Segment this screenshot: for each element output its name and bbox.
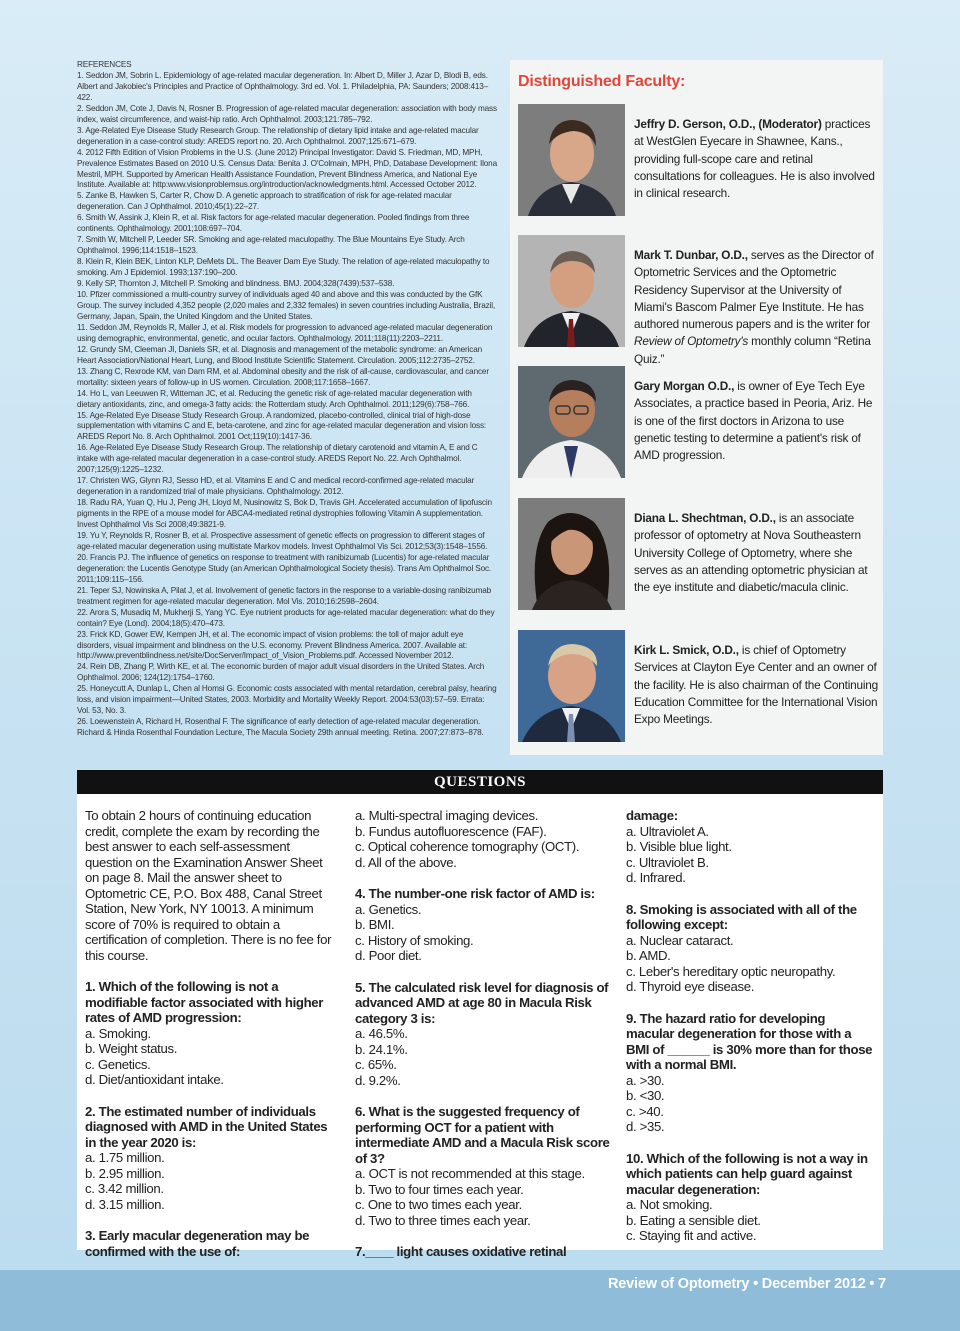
references-heading: REFERENCES [77, 60, 132, 69]
reference-item: 2. Seddon JM, Cote J, Davis N, Rosner B. Progression of age-related macular degeneration: association with body mass index, waist circumference, and waist-hip ratio. Arch Ophthalmol. 2003;121:785–792. [77, 103, 497, 124]
reference-item: 18. Radu RA, Yuan Q, Hu J, Peng JH, Lloyd M, Nusinowitz S, Bok D, Travis GH. Accelerated accumulation of lipofuscin pigments in the RPE of a mouse model for ABCA4-mediated retinal dystrophies following Vitamin A supplementation. Invest Ophthalmol Vis Sci 2008;49:3821-9. [77, 498, 492, 530]
answer-option: c. 3.42 million. [85, 1181, 164, 1196]
answer-option: a. Not smoking. [626, 1197, 713, 1212]
faculty-bio-dunbar [634, 247, 882, 368]
references-list [77, 71, 497, 739]
question-text: 10. Which of the following is not a way in which patients can help guard against macular degeneration: [626, 1150, 868, 1197]
reference-item: 11. Seddon JM, Reynolds R, Maller J, et al. Risk models for progression to advanced age-related macular degeneration using demographic, environmental, genetic, and ocular factors. Ophthalmology. 2011;118(11):2203–2211. [77, 322, 493, 343]
answer-option: c. Ultraviolet B. [626, 854, 709, 870]
faculty-text-morgan: is owner of Eye Tech Eye Associates, a practice based in Peoria, Ariz. He is one of the first doctors in Arizona to use genetic testing to determine a patient's risk of AMD progression. [634, 379, 873, 463]
reference-item: 9. Kelly SP, Thornton J, Mitchell P. Smoking and blindness. BMJ. 2004;328(7439):537–538. [77, 279, 395, 289]
reference-item: 7. Smith W, Mitchell P, Leeder SR. Smoking and age-related maculopathy. The Blue Mountains Eye Study. Arch Ophthalmol. 1996;114:1518–1523. [77, 235, 465, 256]
reference-item: 8. Klein R, Klein BEK, Linton KLP, DeMets DL. The Beaver Dam Eye Study. The relation of age-related maculopathy to smoking. Am J Epidemiol. 1993;137:190–200. [77, 257, 490, 278]
reference-item: 3. Age-Related Eye Disease Study Research Group. The relationship of dietary lipid intake and age-related macular degeneration in a case-control study: AREDS report no. 20. Arch Ophthalmol. 2007;125:671–679. [77, 125, 479, 146]
answer-option: a. Smoking. [85, 1025, 151, 1041]
faculty-photo-dunbar [518, 235, 625, 347]
question-text: 1. Which of the following is not a modifiable factor associated with higher rates of AMD progression: [85, 979, 324, 1025]
reference-item: 19. Yu Y, Reynolds R, Rosner B, et al. Prospective assessment of genetic effects on progression to different stages of age-related macular degeneration using multistate Markov models. Invest Ophthalmol Vis Sci. 2012;53(3):1548–1556. [77, 530, 488, 551]
answer-option: b. AMD. [626, 948, 671, 963]
faculty-name-morgan: Gary Morgan O.D., [634, 379, 735, 393]
faculty-photo-shechtman [518, 498, 625, 610]
questions-heading: QUESTIONS [77, 770, 883, 794]
faculty-name-gerson: Jeffry D. Gerson, O.D., (Moderator) [634, 117, 822, 131]
questions-column-1 [85, 808, 333, 1259]
answer-option: c. 65%. [355, 1057, 397, 1072]
answer-option: a. Ultraviolet A. [626, 823, 709, 839]
answer-option: d. 3.15 million. [85, 1196, 165, 1212]
answer-option: d. >35. [626, 1119, 665, 1134]
references-section [77, 60, 497, 739]
answer-option: c. >40. [626, 1103, 664, 1119]
reference-item: 17. Christen WG, Glynn RJ, Sesso HD, et al. Vitamins E and C and medical record-confirmed age-related macular degeneration in a randomized trial of male physicians. Ophthalmology. 2012. [77, 476, 475, 497]
answer-option: d. Infrared. [626, 870, 686, 885]
question-text: 5. The calculated risk level for diagnosis of advanced AMD at age 80 in Macula Risk category 3 is: [355, 979, 609, 1026]
faculty-title: Distinguished Faculty: [518, 73, 686, 90]
reference-item: 22. Arora S, Musadiq M, Mukherji S, Yang YC. Eye nutrient products for age-related macular degeneration: what do they contain? Eye (Lond). 2004;18(5):470–473. [77, 607, 495, 628]
answer-option: d. Two to three times each year. [355, 1212, 531, 1228]
reference-item: 14. Ho L, van Leeuwen R, Witteman JC, et al. Reducing the genetic risk of age-related macular degeneration with dietary antioxidants, zinc, and omega-3 fatty acids: the Rotterdam study. Arch Ophthalmol. 2011;129(6):758–766. [77, 388, 472, 409]
answer-option: d. 9.2%. [355, 1072, 401, 1088]
question-text: 6. What is the suggested frequency of performing OCT for a patient with intermediate AMD and a Macula Risk score of 3? [355, 1104, 610, 1166]
reference-item: 15. Age-Related Eye Disease Study Research Group. A randomized, placebo-controlled, clinical trial of high-dose supplementation with vitamins C and E, beta-carotene, and zinc for age-related macular degeneration and vision loss: AREDS Report No. 8. Arch Ophthalmol. 2001 Oct;119(10):1417-36. [77, 410, 487, 442]
answer-option: a. 1.75 million. [85, 1150, 165, 1165]
page-footer: Review of Optometry • December 2012 • 7 [608, 1276, 886, 1292]
answer-option: d. Thyroid eye disease. [626, 979, 755, 994]
faculty-text-shechtman: is an associate professor of optometry at Nova Southeastern University College of Optometry, where she serves as an attending optometric physician at the eye institute and diabetic/macula clinic. [634, 511, 868, 595]
faculty-bio-smick [634, 642, 882, 728]
reference-item: 23. Frick KD, Gower EW, Kempen JH, et al. The economic impact of vision problems: the toll of major adult eye disorders, visual impairment and blindness on the U.S. economy. Prevent Blindness America. 2007. Available at: http://www.preventblindness.net/site/DocServer/Impact_of_Vision_Problems.pdf. Accessed November 2012. [77, 629, 468, 661]
answer-option: c. One to two times each year. [355, 1197, 522, 1212]
faculty-name-shechtman: Diana L. Shechtman, O.D., [634, 511, 776, 525]
answer-option: a. OCT is not recommended at this stage. [355, 1166, 585, 1181]
faculty-bio-morgan [634, 378, 882, 464]
answer-option: b. BMI. [355, 917, 395, 932]
faculty-bio-shechtman [634, 510, 882, 596]
reference-item: 13. Zhang C, Rexrode KM, van Dam RM, et al. Abdominal obesity and the risk of all-cause, cardiovascular, and cancer mortality: sixteen years of follow-up in US women. Circulation. 2008;117:1658–1667. [77, 366, 489, 387]
reference-item: 12. Grundy SM, Cleeman JI, Daniels SR, et al. Diagnosis and management of the metabolic syndrome: an American Heart Association/National Heart, Lung, and Blood Institute Scientific Statement. Circulation. 2005;112:2735–2752. [77, 344, 483, 365]
faculty-text-dunbar: serves as the Director of Optometric Services and the Optometric Residency Supervisor at the University of Miami's Bascom Palmer Eye Institute. He has authored numerous papers and is the writer for [634, 248, 874, 332]
faculty-member-shechtman [518, 498, 878, 610]
answer-option: c. Staying fit and active. [626, 1228, 757, 1243]
reference-item: 16. Age-Related Eye Disease Study Research Group. The relationship of dietary carotenoid and vitamin A, E and C intake with age-related macular degeneration in a case-control study. AREDS Report No. 22. Arch Ophthalmol. 2007;125(9):1225–1232. [77, 443, 478, 475]
answer-option: a. Multi-spectral imaging devices. [355, 808, 539, 823]
faculty-italic-dunbar: Review of Optometry's [634, 334, 749, 349]
answer-option: b. <30. [626, 1088, 665, 1103]
answer-option: a. Genetics. [355, 901, 422, 917]
questions-column-2 [355, 808, 611, 1260]
reference-item: 6. Smith W, Assink J, Klein R, et al. Risk factors for age-related macular degeneration. Pooled findings from three continents. Ophthalmology. 2001;108:697–704. [77, 213, 470, 234]
faculty-member-morgan [518, 366, 878, 478]
answer-option: c. Leber's hereditary optic neuropathy. [626, 963, 836, 979]
question-text: 4. The number-one risk factor of AMD is: [355, 886, 595, 901]
answer-option: b. 24.1%. [355, 1041, 408, 1057]
reference-item: 10. Pfizer commissioned a multi-country survey of individuals aged 40 and above and this was conducted by the GfK Group. The survey included 4,352 people (2,020 males and 2,332 females) in seven countries including Australia, Brazil, Germany, Japan, Spain, the United Kingdom and the United States. [77, 290, 496, 321]
faculty-member-gerson [518, 104, 878, 216]
answer-option: d. Poor diet. [355, 948, 422, 963]
answer-option: c. Optical coherence tomography (OCT). [355, 839, 580, 854]
answer-option: b. Eating a sensible diet. [626, 1212, 761, 1228]
reference-item: 20. Francis PJ. The influence of genetics on response to treatment with ranibizumab (Lucentis) for age-related macular degeneration: the Lucentis Genotype Study (an American Ophthalmological Society thesis). Trans Am Ophthalmol Soc. 2011;109:115–156. [77, 552, 492, 584]
faculty-member-dunbar [518, 235, 878, 366]
faculty-photo-gerson [518, 104, 625, 216]
faculty-member-smick [518, 630, 878, 742]
answer-option: b. 2.95 million. [85, 1165, 165, 1181]
answer-option: a. 46.5%. [355, 1026, 408, 1041]
faculty-name-smick: Kirk L. Smick, O.D., [634, 643, 739, 657]
answer-option: b. Visible blue light. [626, 839, 732, 854]
answer-option: a. >30. [626, 1072, 665, 1088]
reference-item: 21. Teper SJ, Nowinska A, Pilat J, et al. Involvement of genetic factors in the response to a variable-dosing ranibizumab treatment regimen for age-related macular degeneration. Mol Vis. 2010;16:2598–2604. [77, 585, 492, 606]
reference-item: 26. Loewenstein A, Richard H, Rosenthal F. The significance of early detection of age-related macular degeneration. Richard & Hinda Rosenthal Foundation Lecture, The Macula Society 29th annual meeting. Retina. 2007;27:873–878. [77, 717, 484, 738]
answer-option: b. Fundus autofluorescence (FAF). [355, 823, 547, 839]
question-text: 2. The estimated number of individuals diagnosed with AMD in the United States in the year 2020 is: [85, 1103, 328, 1150]
reference-item: 5. Zanke B, Hawken S, Carter R, Chow D. A genetic approach to stratification of risk for age-related macular degeneration. Can J Ophthalmol. 2010;45(1):22–27. [77, 191, 452, 212]
faculty-text-smick: is chief of Optometry Services at Clayton Eye Center and an owner of the facility. He is also chairman of the Continuing Education Committee for the International Vision Expo Meetings. [634, 643, 878, 727]
faculty-name-dunbar: Mark T. Dunbar, O.D., [634, 248, 748, 262]
question-text: 7.____ light causes oxidative retinal [355, 1244, 567, 1259]
answer-option: c. Genetics. [85, 1056, 151, 1072]
question-text: damage: [626, 808, 678, 823]
answer-option: b. Two to four times each year. [355, 1181, 524, 1197]
faculty-photo-morgan [518, 366, 625, 478]
question-text: 8. Smoking is associated with all of the following except: [626, 901, 857, 932]
answer-option: d. All of the above. [355, 854, 457, 870]
faculty-text2-dunbar: monthly column “Retina Quiz.” [634, 334, 871, 366]
faculty-bio-gerson [634, 116, 882, 202]
answer-option: b. Weight status. [85, 1041, 178, 1056]
answer-option: d. Diet/antioxidant intake. [85, 1072, 224, 1087]
answer-option: a. Nuclear cataract. [626, 932, 734, 948]
questions-intro: To obtain 2 hours of continuing education credit, complete the exam by recording the best answer to each self-assessment question on the Examination Answer Sheet on page 8. Mail the answer sheet to Optometric CE, P.O. Box 488, Canal Street Station, New York, NY 10013. A minimum score of 70% is required to obtain a certification of completion. There is no fee for this course. [85, 808, 332, 963]
reference-item: 1. Seddon JM, Sobrin L. Epidemiology of age-related macular degeneration. In: Albert D, Miller J, Azar D, Blodi B, eds. Albert and Jakobiec's Principles and Practice of Ophthalmology. 3rd ed. Vol. 1. Philadelphia, PA: Saunders; 2008:413–422. [77, 70, 489, 102]
faculty-text-gerson: practices at WestGlen Eyecare in Shawnee, Kans., providing full-scope care and retinal consultations for colleagues. He is also involved in clinical research. [634, 117, 875, 201]
reference-item: 25. Honeycutt A, Dunlap L, Chen al Homsi G. Economic costs associated with mental retardation, cerebral palsy, hearing loss, and vision impairment—United States, 2003. Morbidity and Mortality Weekly Report. 2004:53(03):57–59. Errata: Vol. 53, No. 3. [77, 684, 497, 716]
questions-column-3 [626, 808, 876, 1244]
reference-item: 24. Rein DB, Zhang P, Wirth KE, et al. The economic burden of major adult visual disorders in the United States. Arch Ophthalmol. 2006; 124(12):1754–1760. [77, 662, 485, 683]
answer-option: c. History of smoking. [355, 932, 474, 948]
question-text: 3. Early macular degeneration may be confirmed with the use of: [85, 1228, 310, 1259]
reference-item: 4. 2012 Fifth Edition of Vision Problems in the U.S. (June 2012) Principal Investigator: David S. Friedman, MD, MPH, Prevalence Estimates Based on 2010 U.S. Census Data: Benita J. O'Colmain, MPH, PhD, Database Development: Ilona Mestril, MPH. Supported by American Health Assistance Foundation, Prevent Blindness America, and National Eye Institute. Available at: http:www.visionproblemsus.org/introduction/acknowledgments.html. Accessed October 2012. [77, 147, 497, 190]
question-text: 9. The hazard ratio for developing macular degeneration for those with a BMI of ______ is 30% more than for those with a normal BMI. [626, 1010, 873, 1072]
faculty-photo-smick [518, 630, 625, 742]
